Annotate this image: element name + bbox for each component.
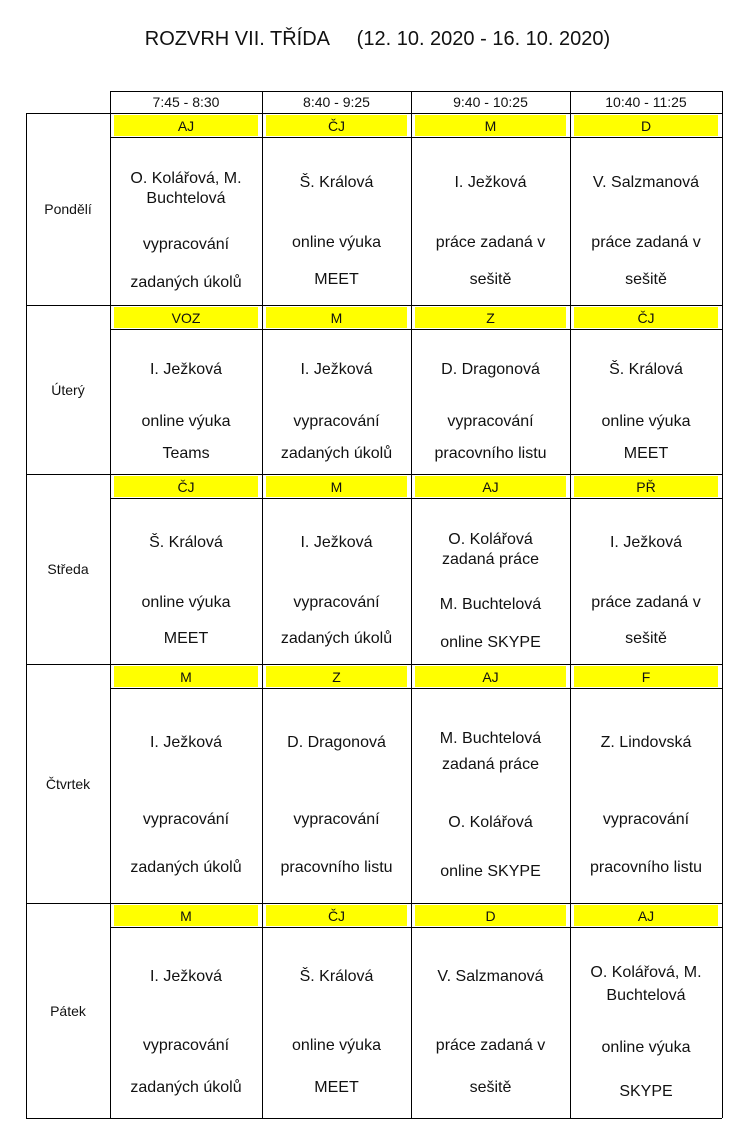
subject-cell: AJ [415,666,566,687]
cell-text: Š. Králová [149,534,223,551]
cell-text: SKYPE [619,1083,673,1100]
subject-cell: M [266,307,407,328]
cell-text: zadaná práce [442,756,539,773]
subject-cell: AJ [114,115,258,136]
grid-line [26,1118,722,1119]
cell-text: zadaných úkolů [130,859,242,876]
cell-text: I. Ježková [149,968,223,985]
cell-text: online výuka [141,413,231,430]
subject-cell: AJ [574,905,718,926]
cell-text: O. Kolářová [448,814,533,831]
cell-text: pracovního listu [434,445,547,462]
cell-text: Š. Králová [299,968,374,985]
cell-text: online výuka [292,234,381,251]
cell-text: vypracování [293,594,380,611]
cell-text: I. Ježková [149,734,223,751]
subject-cell: M [415,115,566,136]
cell-text: V. Salzmanová [592,174,700,191]
grid-line [26,113,27,1118]
time-header: 7:45 - 8:30 [152,94,220,110]
grid-line [26,305,722,306]
day-label: Čtvrtek [45,775,91,792]
time-header: 9:40 - 10:25 [453,94,528,110]
grid-line [110,329,722,330]
subject-cell: ČJ [574,307,718,328]
cell-text: zadaných úkolů [280,445,393,462]
cell-text: I. Ježková [300,534,373,551]
cell-text: vypracování [142,1037,230,1054]
cell-text: Z. Lindovská [600,734,692,751]
cell-text: V. Salzmanová [437,968,544,985]
day-label: Pátek [50,1002,86,1019]
cell-text: online výuka [141,594,231,611]
subject-cell: Z [415,307,566,328]
grid-line [26,664,722,665]
subject-cell: AJ [415,476,566,497]
page-title: ROZVRH VII. TŘÍDA (12. 10. 2020 - 16. 10. 2020) [144,28,611,50]
cell-text: I. Ježková [300,361,373,378]
grid-line [110,137,722,138]
cell-text: Buchtelová [606,987,686,1004]
subject-cell: D [574,115,718,136]
cell-text: pracovního listu [280,859,393,876]
cell-text: Teams [162,445,210,462]
subject-cell: M [114,666,258,687]
cell-text: I. Ježková [149,361,223,378]
cell-text: vypracování [293,811,380,828]
cell-text: Š. Králová [299,174,374,191]
time-header: 10:40 - 11:25 [605,94,687,110]
grid-line [722,91,723,1118]
cell-text: práce zadaná v [591,594,701,611]
cell-text: pracovního listu [589,859,703,876]
cell-text: zadaných úkolů [130,1079,242,1096]
cell-text: sešitě [469,271,512,288]
subject-cell: M [114,905,258,926]
cell-text: MEET [163,630,209,647]
cell-text: sešitě [625,271,667,288]
subject-cell: F [574,666,718,687]
cell-text: online SKYPE [440,863,541,880]
grid-line [26,113,722,114]
cell-text: M. Buchtelová [439,596,542,613]
grid-line [110,688,722,689]
subject-cell: D [415,905,566,926]
cell-text: MEET [314,1079,359,1096]
cell-text: sešitě [469,1079,512,1096]
time-header: 8:40 - 9:25 [303,94,370,110]
subject-cell: ČJ [266,115,407,136]
cell-text: zadaných úkolů [130,274,242,291]
cell-text: zadaných úkolů [280,630,393,647]
cell-text: D. Dragonová [441,361,540,378]
cell-text: online výuka [292,1037,381,1054]
grid-line [110,927,722,928]
day-label: Úterý [51,381,85,398]
cell-text: vypracování [602,811,690,828]
subject-cell: VOZ [114,307,258,328]
cell-text: práce zadaná v [435,234,546,251]
cell-text: vypracování [142,811,230,828]
subject-cell: ČJ [266,905,407,926]
cell-text: O. Kolářová [448,531,533,548]
cell-text: vypracování [293,413,380,430]
cell-text: online SKYPE [440,634,541,651]
subject-cell: Z [266,666,407,687]
cell-text: O. Kolářová, M. [590,964,702,981]
subject-cell: M [266,476,407,497]
cell-text: M. Buchtelová [439,730,542,747]
subject-cell: PŘ [574,476,718,497]
cell-text: online výuka [601,1039,691,1056]
cell-text: I. Ježková [609,534,683,551]
cell-text: Š. Králová [609,361,683,378]
cell-text: D. Dragonová [287,734,386,751]
cell-text: práce zadaná v [591,234,701,251]
day-label: Středa [47,561,89,577]
cell-text: I. Ježková [454,174,527,191]
cell-text: vypracování [142,236,230,253]
timetable [26,91,722,1118]
cell-text: online výuka [601,413,691,430]
cell-text: zadaná práce [442,551,539,568]
cell-text: MEET [623,445,669,462]
day-label: Pondělí [44,201,92,217]
cell-text: MEET [314,271,359,288]
cell-text: práce zadaná v [435,1037,546,1054]
cell-text: Buchtelová [146,190,226,207]
grid-line [26,474,722,475]
subject-cell: ČJ [114,476,258,497]
cell-text: O. Kolářová, M. [130,170,242,187]
grid-line [110,498,722,499]
cell-text: vypracování [447,413,534,430]
cell-text: sešitě [625,630,667,647]
grid-line [26,903,722,904]
